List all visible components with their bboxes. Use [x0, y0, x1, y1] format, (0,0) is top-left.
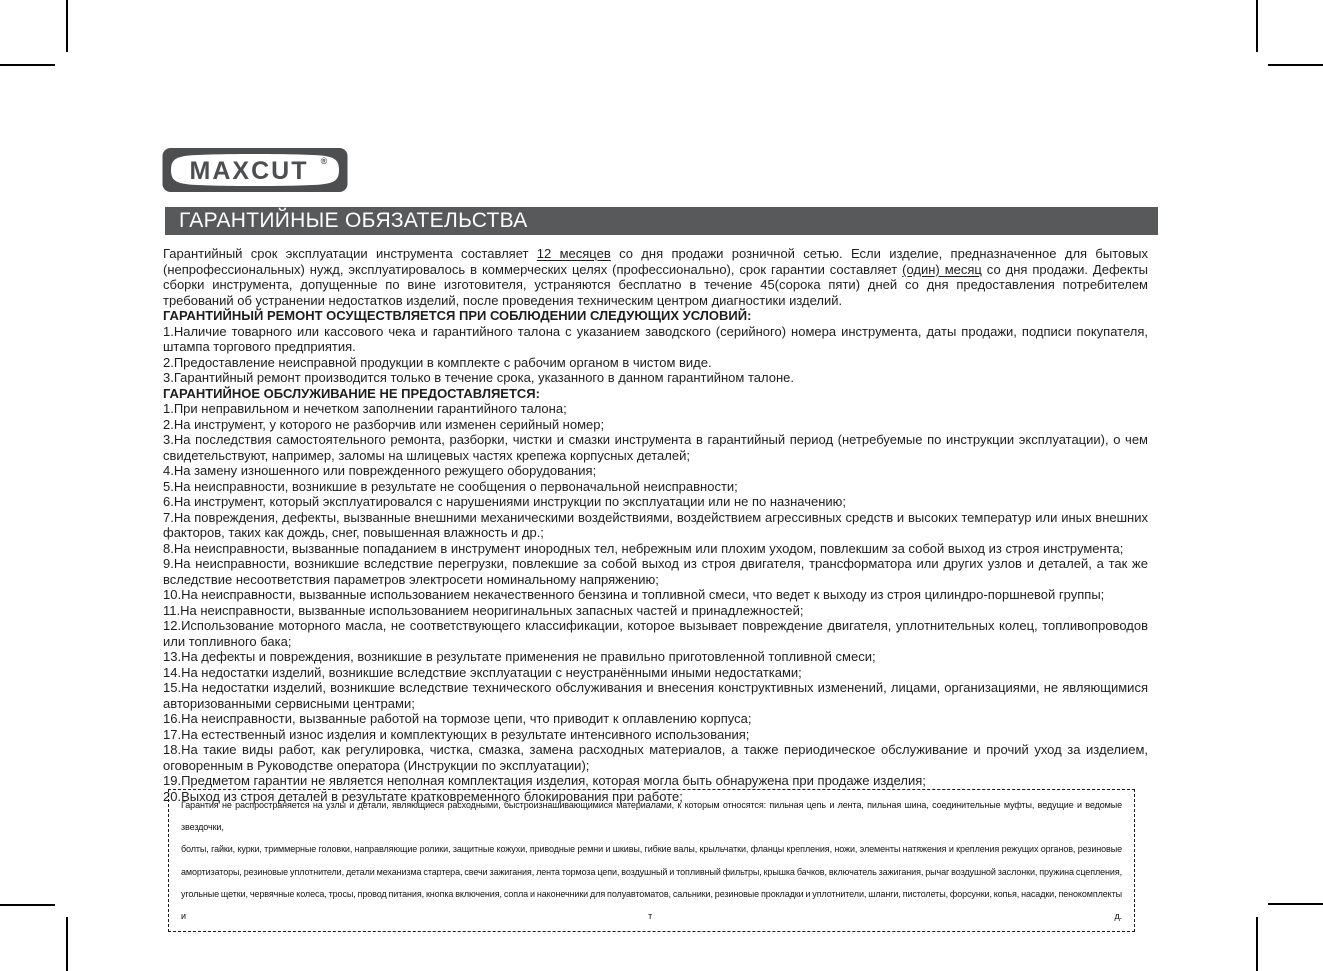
underlined-term-one-month: (один) месяц — [902, 261, 982, 277]
crop-mark-top-left-horizontal — [0, 64, 55, 66]
section-title-bar — [165, 207, 1158, 235]
page-title: ГАРАНТИЙНЫЕ ОБЯЗАТЕЛЬСТВА — [179, 209, 528, 232]
logo-wordmark: MAXCUT — [189, 157, 309, 185]
repair-conditions-heading: ГАРАНТИЙНЫЙ РЕМОНТ ОСУЩЕСТВЛЯЕТСЯ ПРИ СОБЛЮДЕНИИ СЛЕДУЮЩИХ УСЛОВИЙ: — [163, 308, 752, 323]
list-item: 8.На неисправности, вызванные попаданием в инструмент инородных тел, небрежным или плохим уходом, повлекшим за собой выход из строя инструмента; — [163, 540, 1124, 556]
list-item: 2.На инструмент, у которого не разборчив или изменен серийный номер; — [163, 416, 605, 432]
crop-mark-bottom-left-vertical — [66, 917, 68, 971]
list-item: 9.На неисправности, возникшие вследствие перегрузки, повлекшие за собой выход из строя двигателя, трансформатора или других узлов и деталей, а так же вследствие несоответствия параметров электросети номинальному напряжению; — [163, 556, 1148, 587]
consumables-line: Гарантия не распространяется на узлы и детали, являющиеся расходными, быстроизнашивающимися материалами, к которым относятся: пильная цепь и лента, пильная шина, соединительные муфты, ведущие и ведомые звездочки, — [181, 800, 1122, 833]
list-item: 13.На дефекты и повреждения, возникшие в результате применения не правильно приготовленной топливной смеси; — [163, 649, 876, 664]
crop-mark-top-right-vertical — [1256, 0, 1258, 52]
list-item: 7.На повреждения, дефекты, вызванные внешними механическими воздействиями, воздействием агрессивных средств и высоких температур или иных внешних факторов, таких как дождь, снег, повышенная влажность и др.; — [163, 509, 1148, 540]
intro-text-part: Гарантийный срок эксплуатации инструмента составляет — [163, 246, 537, 261]
consumables-lines — [181, 794, 1122, 927]
maxcut-logo-shape — [162, 147, 348, 193]
consumables-line: болты, гайки, курки, триммерные головки, направляющие ролики, защитные кожухи, приводные ремни и шкивы, гибкие валы, крыльчатки, фланцы крепления, ножи, элементы натяжения и крепления режущих органов, резиновые — [181, 844, 1122, 855]
list-item: 15.На недостатки изделий, возникшие вследствие технического обслуживания и внесения конструктивных изменений, лицами, организациями, не являющимися авторизованными сервисными центрами; — [163, 680, 1148, 711]
list-item: 11.На неисправности, вызванные использованием неоригинальных запасных частей и принадлежностей; — [163, 602, 804, 618]
consumables-line: угольные щетки, червячные колеса, тросы, провод питания, кнопка включения, сопла и наконечники для полуавтоматов, сальники, резиновые прокладки и уплотнители, шланги, пистолеты, форсунки, копья, насадки, пенокомплекты и т д. — [181, 888, 1122, 922]
list-item: 12.Использование моторного масла, не соответствующего классификации, которое вызывает повреждение двигателя, уплотнительных колец, топливопроводов или топливного бака; — [163, 618, 1148, 649]
list-item: 5.На неисправности, возникшие в результате не сообщения о первоначальной неисправности; — [163, 478, 738, 494]
underlined-term-12-months: 12 месяцев — [536, 246, 611, 261]
intro-text-part: со дня продажи. Дефекты сборки инструмента, допущенные по вине изготовителя, устраняются бесплатно в течение 45(сорока пяти) дней со дня предоставления потребителем требований об устранении недостатков изделий, после проведения техническим центром диагностики изделий. — [163, 261, 1148, 308]
list-item: 17.На естественный износ изделия и комплектующих в результате интенсивного использования; — [163, 726, 750, 742]
list-item: 10.На неисправности, вызванные использованием некачественного бензина и топливной смеси, что ведет к выходу из строя цилиндро-поршневой группы; — [163, 587, 1105, 602]
crop-mark-bottom-right-horizontal — [1268, 903, 1323, 905]
list-item: 3.Гарантийный ремонт производится только в течение срока, указанного в данном гарантийном талоне. — [163, 370, 794, 385]
registered-trademark-symbol: ® — [320, 156, 328, 166]
list-item: 6.На инструмент, который эксплуатировался с нарушениями инструкции по эксплуатации или не по назначению; — [163, 494, 847, 509]
repair-conditions-list — [163, 324, 1148, 386]
maxcut-logo — [162, 147, 348, 193]
list-item: 18.На такие виды работ, как регулировка, чистка, смазка, замена расходных материалов, а также периодическое обслуживание и прочий уход за изделием, оговоренным в Руководстве оператора (Инструкции по эксплуатации); — [163, 742, 1148, 773]
list-item: 2.Предоставление неисправной продукции в комплекте с рабочим органом в чистом виде. — [163, 354, 712, 370]
service-exclusions-list — [163, 401, 1148, 804]
consumables-note-box — [168, 789, 1135, 932]
crop-mark-bottom-left-horizontal — [0, 904, 55, 906]
list-item: 14.На недостатки изделий, возникшие вследствие эксплуатации с неустранёнными иными недостатками; — [163, 664, 802, 680]
list-item: 19.Предметом гарантии не является неполная комплектация изделия, которая могла быть обнаружена при продаже изделия; — [163, 773, 926, 788]
intro-paragraph — [163, 246, 1148, 308]
warranty-text-block — [163, 246, 1148, 804]
list-item: 16.На неисправности, вызванные работой на тормозе цепи, что приводит к оплавлению корпуса; — [163, 711, 752, 726]
intro-text-part: со дня продажи розничной сетью. Если изделие, предназначенное для бытовых (непрофессиональных) нужд, эксплуатировалось в коммерческих целях (профессионально), срок гарантии составляет — [163, 246, 1148, 277]
list-item: 1.При неправильном и нечетком заполнении гарантийного талона; — [163, 401, 567, 416]
list-item: 3.На последствия самостоятельного ремонта, разборки, чистки и смазки инструмента в гарантийный период (нетребуемые по инструкции эксплуатации), о чем свидетельствуют, например, заломы на шлицевых частях крепежа корпусных деталей; — [163, 432, 1148, 463]
list-item: 1.Наличие товарного или кассового чека и гарантийного талона с указанием заводского (серийного) номера инструмента, даты продажи, подписи покупателя, штампа торгового предприятия. — [163, 323, 1148, 354]
list-item: 20.Выход из строя деталей в результате кратковременного блокирования при работе; — [163, 788, 683, 804]
crop-mark-bottom-right-vertical — [1256, 917, 1258, 971]
crop-mark-top-left-vertical — [66, 0, 68, 52]
service-exclusions-heading: ГАРАНТИЙНОЕ ОБСЛУЖИВАНИЕ НЕ ПРЕДОСТАВЛЯЕТСЯ: — [163, 385, 540, 401]
crop-mark-top-right-horizontal — [1268, 64, 1323, 66]
consumables-line: амортизаторы, резиновые уплотнители, детали механизма стартера, свечи зажигания, лента тормоза цепи, воздушный и топливный фильтры, крышка бачков, включатель зажигания, рычаг воздушной заслонки, пружина сцепления, — [181, 866, 1122, 877]
list-item: 4.На замену изношенного или поврежденного режущего оборудования; — [163, 463, 597, 478]
